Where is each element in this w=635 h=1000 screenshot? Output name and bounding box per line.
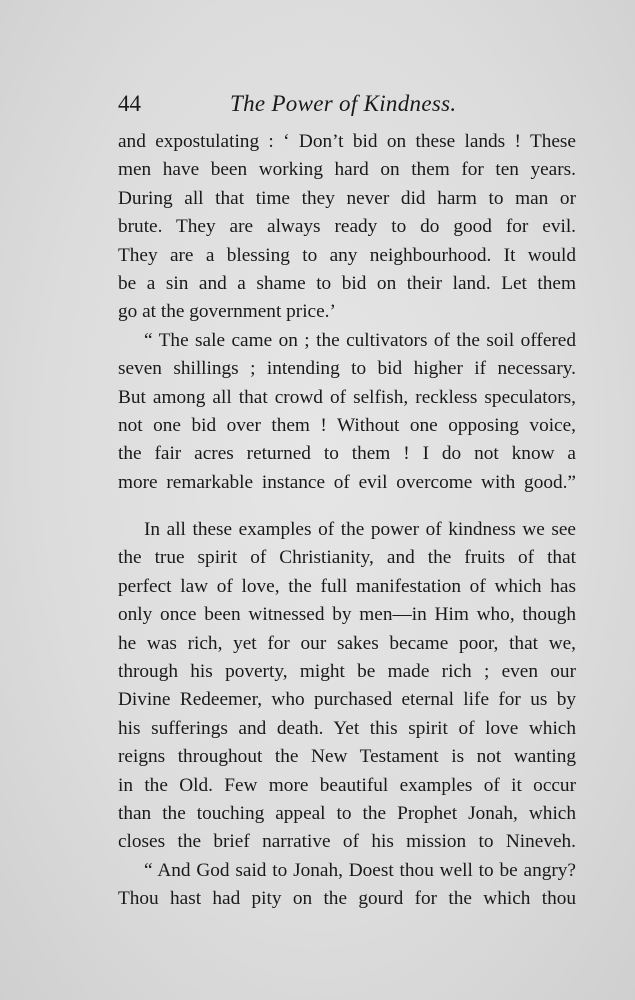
main-paragraph — [118, 516, 576, 914]
text-line: his sufferings and death. Yet this spirit of love which — [118, 717, 576, 739]
text-line: “ And God said to Jonah, Doest thou well to be angry? — [144, 859, 576, 881]
text-line: Thou hast had pity on the gourd for the which thou — [118, 888, 576, 910]
text-line: through his poverty, might be made rich ; even our — [118, 661, 576, 683]
text-line: Divine Redeemer, who purchased eternal life for us by — [118, 689, 576, 711]
text-line: the fair acres returned to them ! I do not know a — [118, 443, 576, 465]
page-number: 44 — [118, 91, 141, 116]
text-line: “ The sale came on ; the cultivators of the soil offered — [144, 329, 576, 351]
text-line: go at the government price.’ — [118, 301, 336, 323]
text-line: the true spirit of Christianity, and the fruits of that — [118, 547, 576, 569]
text-line: he was rich, yet for our sakes became poor, that we, — [118, 632, 576, 654]
text-line: not one bid over them ! Without one opposing voice, — [118, 415, 576, 437]
text-line: be a sin and a shame to bid on their land. Let them — [118, 273, 576, 295]
text-line: In all these examples of the power of kindness we see — [144, 519, 576, 540]
text-line: perfect law of love, the full manifestation of which has — [118, 575, 576, 597]
text-line: seven shillings ; intending to bid higher if necessary. — [118, 358, 576, 380]
text-line: closes the brief narrative of his mission to Nineveh. — [118, 831, 576, 853]
text-line: in the Old. Few more beautiful examples of it occur — [118, 774, 576, 796]
page-header — [118, 88, 578, 120]
text-line: more remarkable instance of evil overcome with good.” — [118, 471, 576, 493]
text-line: brute. They are always ready to do good for evil. — [118, 216, 576, 238]
text-line: and expostulating : ‘ Don’t bid on these lands ! These — [118, 131, 576, 152]
text-line: reigns throughout the New Testament is not wanting — [118, 746, 576, 768]
text-line: only once been witnessed by men—in Him who, though — [118, 604, 576, 626]
text-line: They are a blessing to any neighbourhood. It would — [118, 244, 576, 266]
text-line: During all that time they never did harm to man or — [118, 187, 576, 209]
text-line: But among all that crowd of selfish, reckless speculators, — [118, 386, 576, 408]
running-title: The Power of Kindness. — [230, 91, 457, 116]
text-line: men have been working hard on them for ten years. — [118, 159, 576, 181]
quoted-passage — [118, 128, 576, 497]
text-line: than the touching appeal to the Prophet Jonah, which — [118, 803, 576, 825]
